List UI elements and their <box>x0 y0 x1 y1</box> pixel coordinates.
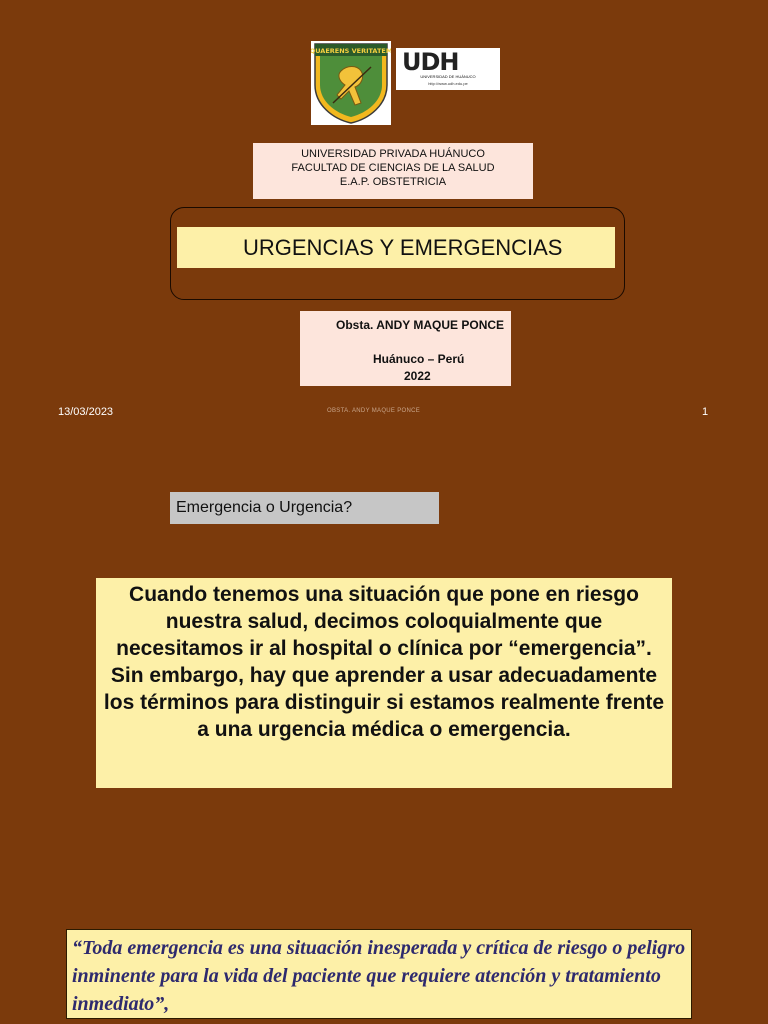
intro-paragraph: Cuando tenemos una situación que pone en riesgo nuestra salud, decimos coloquialmente que necesitamos ir al hospital o clínica por “emergencia”. Sin embargo, hay que aprender a usar adecuadamente los términos para distinguir si estamos realmente frente a una urgencia médica o emergencia. <box>96 578 672 788</box>
institution-line-2: FACULTAD DE CIENCIAS DE LA SALUD <box>291 162 495 174</box>
author-year: 2022 <box>404 369 431 383</box>
institution-box <box>253 143 533 199</box>
institution-line-3: E.A.P. OBSTETRICIA <box>339 176 447 188</box>
footer-author: OBSTA. ANDY MAQUE PONCE <box>327 408 421 414</box>
institution-line-1: UNIVERSIDAD PRIVADA HUÁNUCO <box>301 148 485 160</box>
author-box <box>300 311 511 386</box>
question-heading: Emergencia o Urgencia? <box>170 492 439 524</box>
slide-title: URGENCIAS Y EMERGENCIAS <box>177 227 615 268</box>
shield-icon <box>311 41 391 125</box>
shield-motto: QUAERENS VERITATEM <box>311 47 391 55</box>
udh-logo-letters: UDH <box>402 48 459 76</box>
footer-date: 13/03/2023 <box>58 406 114 418</box>
page-number: 1 <box>702 406 709 418</box>
udh-logo <box>396 48 500 90</box>
udh-logo-url: http://www.udh.edu.pe <box>428 81 468 86</box>
author-name: Obsta. ANDY MAQUE PONCE <box>336 318 505 332</box>
udh-logo-name: UNIVERSIDAD DE HUÁNUCO <box>420 74 476 79</box>
definition-quote: “Toda emergencia es una situación inesperada y crítica de riesgo o peligro inminente para la vida del paciente que requiere atención y tratamiento inmediato”, <box>66 929 692 1019</box>
author-place: Huánuco – Perú <box>373 352 465 366</box>
university-shield-logo <box>311 41 391 125</box>
